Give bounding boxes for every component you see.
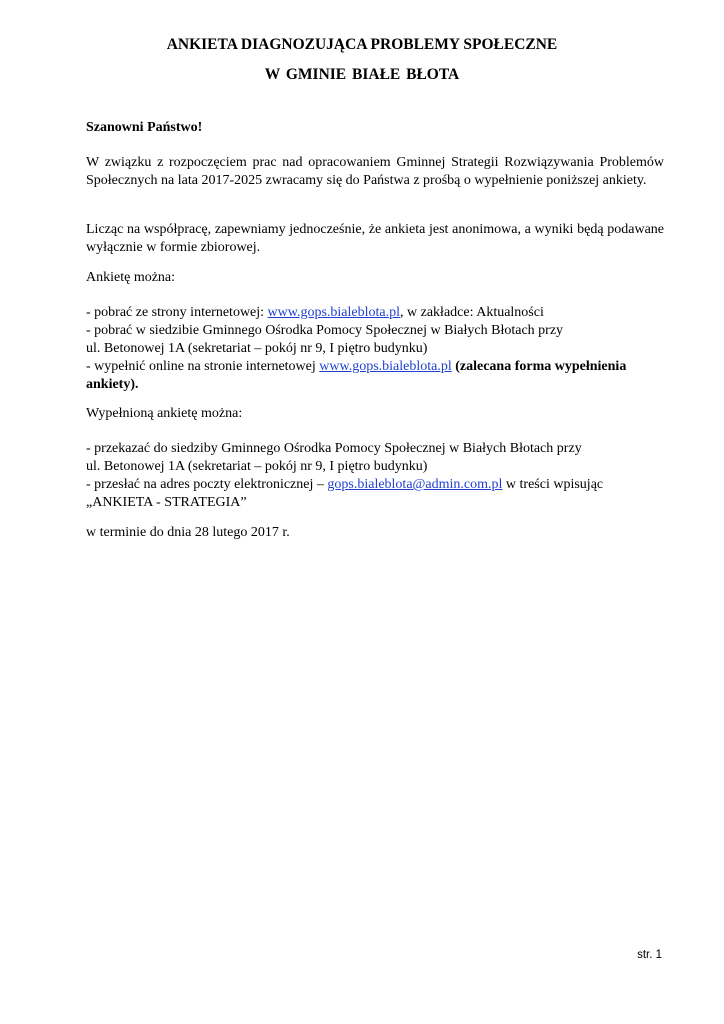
obtain-item-office-line2: ul. Betonowej 1A (sekretariat – pokój nr 9, I piętro budynku)	[86, 341, 428, 356]
obtain-item-website	[86, 304, 664, 322]
email-subject: „ANKIETA - STRATEGIA”	[86, 495, 247, 510]
submit-item-office-line2: ul. Betonowej 1A (sekretariat – pokój nr 9, I piętro budynku)	[86, 459, 428, 474]
submit-item-email-suffix: w treści wpisując	[502, 477, 604, 492]
obtain-item-online-prefix: - wypełnić online na stronie internetowej	[86, 359, 320, 374]
obtain-heading: Ankietę można:	[86, 270, 176, 285]
recommended-note: (zalecana forma wypełnienia ankiety).	[86, 359, 627, 392]
website-link[interactable]: www.gops.bialeblota.pl	[267, 305, 401, 320]
deadline: w terminie do dnia 28 lutego 2017 r.	[86, 525, 290, 540]
obtain-item-website-prefix: - pobrać ze strony internetowej:	[86, 305, 268, 320]
online-survey-link[interactable]: www.gops.bialeblota.pl	[319, 359, 452, 374]
anonymity-paragraph: Licząc na współpracę, zapewniamy jednocześnie, że ankieta jest anonimowa, a wyniki będą podawane wyłącznie w formie zbiorowej.	[86, 222, 664, 255]
document-title: ANKIETA DIAGNOZUJĄCA PROBLEMY SPOŁECZNE	[166, 36, 558, 53]
obtain-item-office-line1: - pobrać w siedzibie Gminnego Ośrodka Pomocy Społecznej w Białych Błotach przy	[86, 323, 564, 338]
submit-item-email	[86, 476, 664, 494]
submit-item-office-line1: - przekazać do siedziby Gminnego Ośrodka Pomocy Społecznej w Białych Błotach przy	[86, 441, 582, 456]
obtain-item-online	[86, 358, 664, 394]
submit-list	[86, 440, 664, 512]
obtain-item-website-suffix: , w zakładce: Aktualności	[400, 305, 544, 320]
submit-heading: Wypełnioną ankietę można:	[86, 406, 243, 421]
greeting: Szanowni Państwo!	[86, 120, 203, 135]
obtain-list	[86, 304, 664, 394]
email-link[interactable]: gops.bialeblota@admin.com.pl	[327, 477, 503, 492]
submit-item-email-prefix: - przesłać na adres poczty elektronicznej –	[86, 477, 328, 492]
intro-paragraph: W związku z rozpoczęciem prac nad opracowaniem Gminnej Strategii Rozwiązywania Problemów Społecznych na lata 2017-2025 zwracamy się do Państwa z prośbą o wypełnienie poniższej ankiety.	[86, 155, 664, 188]
page-number: str. 1	[637, 949, 662, 961]
document-subtitle: W GMINIE BIAŁE BŁOTA	[264, 66, 460, 83]
